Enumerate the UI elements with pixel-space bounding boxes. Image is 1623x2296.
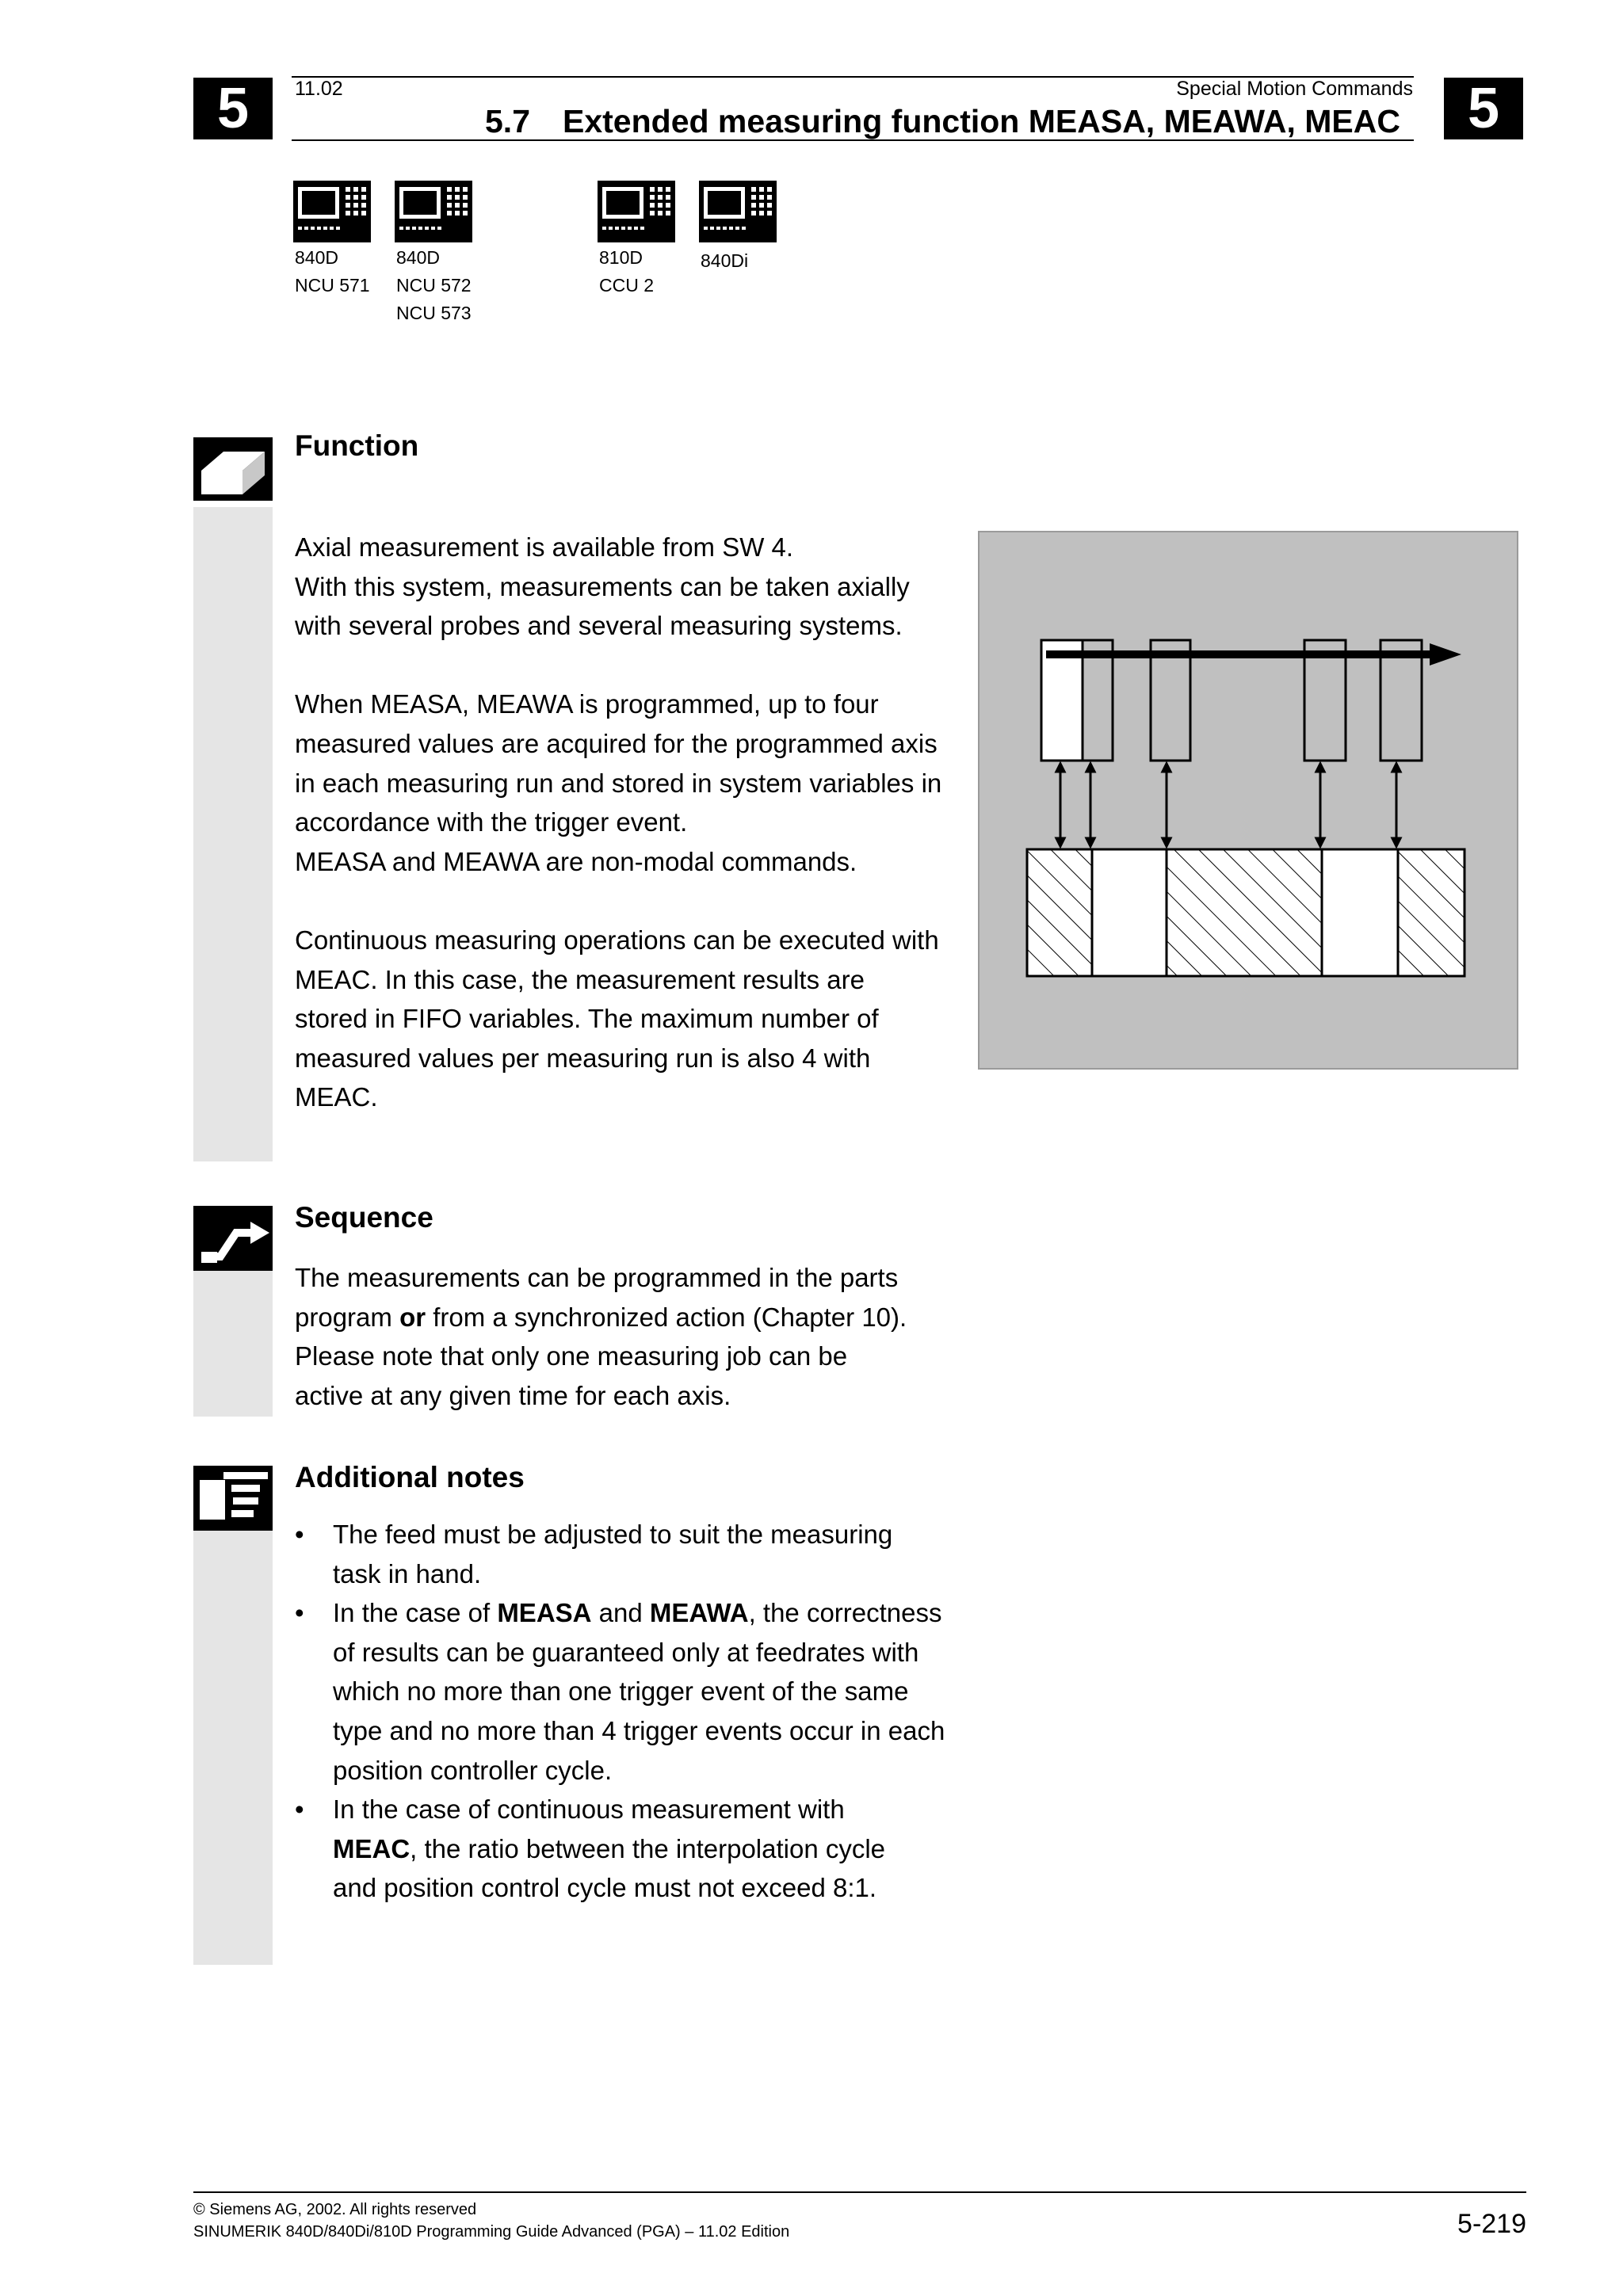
control-panel-icon: [598, 181, 675, 242]
sidebar-notes: [193, 1531, 273, 1965]
page-number: 5-219: [1457, 2209, 1526, 2239]
section-heading-function: Function: [295, 429, 419, 462]
section-heading-sequence: Sequence: [295, 1201, 433, 1234]
header-rule-bottom: [292, 139, 1414, 141]
sidebar-sequence: [193, 1271, 273, 1417]
chapter-badge-left: 5: [193, 78, 273, 139]
control-panel-icon: [395, 181, 472, 242]
notes-text: [295, 1515, 1008, 1908]
footer-document: SINUMERIK 840D/840Di/810D Programming Guide Advanced (PGA) – 11.02 Edition: [193, 2223, 790, 2241]
sequence-text: The measurements can be programmed in the parts program or from a synchronized action (Chapter 10). Please note that only one measuring job can be active at any given time for each axis.: [295, 1263, 907, 1410]
sequence-arrow-icon: [193, 1203, 273, 1271]
footer-rule: [193, 2191, 1526, 2193]
measuring-diagram: [978, 531, 1518, 1070]
function-text: Axial measurement is available from SW 4. With this system, measurements can be taken axially with several probes and several measuring systems. When MEASA, MEAWA is programmed, up to four measured values are acquired for the programmed axis in each measuring run and stored in system variables in accordance with the trigger event. MEASA and MEAWA are non-modal commands. Continuous measuring operations can be executed with MEAC. In this case, the measurement results are stored in FIFO variables. The maximum number of measured values per measuring run is also 4 with MEAC.: [295, 532, 942, 1112]
note-item: • The feed must be adjusted to suit the measuring task in hand.: [295, 1515, 1008, 1593]
pointing-hand-icon: [193, 1463, 273, 1531]
section-heading-notes: Additional notes: [295, 1461, 525, 1493]
edition-date: 11.02: [295, 78, 343, 100]
sidebar-function: [193, 507, 273, 1161]
control-label: 840Di: [701, 250, 749, 271]
chapter-badge-right: 5: [1444, 78, 1523, 139]
footer-copyright: © Siemens AG, 2002. All rights reserved: [193, 2201, 477, 2218]
function-block-icon: [193, 433, 273, 501]
control-label: 810D CCU 2: [599, 247, 655, 296]
title-number: 5.7: [485, 103, 530, 139]
control-label: 840D NCU 571: [295, 247, 370, 296]
page-title: [485, 103, 1400, 140]
note-item: • In the case of MEASA and MEAWA, the correctness of results can be guaranteed only at feedrates with which no more than one trigger event of the same type and no more than 4 trigger events occur in each position controller cycle.: [295, 1593, 1008, 1790]
control-panel-icon: [699, 181, 777, 242]
section-name: Special Motion Commands: [1176, 78, 1413, 100]
title-text: Extended measuring function MEASA, MEAWA, MEAC: [563, 103, 1400, 139]
control-panel-icon: [293, 181, 371, 242]
note-item: • In the case of continuous measurement with MEAC, the ratio between the interpolation cycle and position control cycle must not exceed 8:1.: [295, 1790, 1008, 1908]
control-label: 840D NCU 572 NCU 573: [396, 247, 472, 323]
